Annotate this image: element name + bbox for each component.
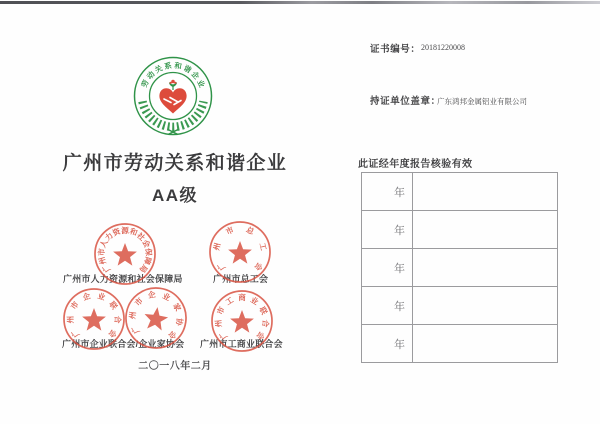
harmonious-labor-emblem	[128, 51, 218, 141]
cert-no-value: 20181220008	[421, 43, 465, 52]
svg-text:资: 资	[111, 226, 122, 238]
annual-table-row	[362, 248, 557, 286]
svg-text:工: 工	[257, 241, 269, 252]
svg-text:业: 业	[96, 291, 107, 303]
certificate-title: 广州市劳动关系和谐企业	[62, 153, 288, 174]
svg-text:局: 局	[137, 262, 150, 275]
svg-text:谐: 谐	[182, 63, 193, 75]
seal-label-industry-commerce: 广州市工商业联合会	[200, 339, 283, 349]
year-cell: 年	[362, 249, 413, 286]
svg-text:市: 市	[215, 305, 227, 317]
blank-record-cell	[413, 211, 557, 248]
svg-text:会: 会	[254, 329, 267, 342]
svg-text:家: 家	[171, 301, 183, 313]
svg-text:力: 力	[103, 230, 115, 243]
svg-text:广: 广	[217, 329, 230, 342]
blank-record-cell	[413, 249, 557, 286]
svg-text:合: 合	[260, 319, 271, 328]
annual-table-row	[362, 286, 557, 324]
certificate-grade: AA级	[151, 186, 199, 205]
svg-text:和: 和	[128, 226, 139, 238]
holder-company-name: 广东鸿邦金属铝业有限公司	[437, 97, 527, 106]
svg-text:障: 障	[142, 255, 153, 266]
svg-text:和: 和	[173, 60, 183, 71]
holder-seal-label: 持证单位盖章：	[370, 96, 441, 107]
svg-text:总: 总	[244, 225, 256, 237]
red-seal-entrepreneur-assoc	[114, 276, 198, 360]
year-cell: 年	[362, 325, 413, 362]
svg-text:州: 州	[127, 311, 138, 320]
red-seal-industry-commerce	[205, 284, 279, 358]
svg-text:业: 业	[248, 295, 261, 307]
issue-date: 二〇一八年二月	[138, 361, 212, 372]
seal-label-trade-union: 广州市总工会	[213, 274, 269, 284]
svg-text:保: 保	[143, 247, 154, 257]
svg-text:广: 广	[129, 324, 142, 336]
svg-text:会: 会	[252, 260, 265, 273]
svg-text:协: 协	[174, 317, 185, 327]
svg-text:市: 市	[68, 299, 81, 312]
red-seal-trade-union	[203, 215, 277, 289]
svg-text:会: 会	[166, 329, 179, 341]
svg-text:联: 联	[107, 299, 120, 312]
annual-table-row	[362, 173, 557, 210]
svg-text:系: 系	[163, 60, 173, 71]
svg-text:广: 广	[100, 262, 113, 275]
svg-text:市: 市	[132, 296, 145, 308]
seal-label-hr-bureau: 广州市人力资源和社会保障局	[63, 274, 183, 284]
svg-text:会: 会	[106, 327, 119, 340]
blank-record-cell	[413, 173, 557, 210]
svg-text:州: 州	[97, 255, 108, 266]
annual-table-row	[362, 210, 557, 248]
svg-text:企: 企	[147, 289, 157, 300]
svg-text:人: 人	[98, 238, 110, 250]
svg-text:源: 源	[121, 226, 129, 235]
year-cell: 年	[362, 173, 413, 210]
blank-record-cell	[413, 287, 557, 324]
svg-text:工: 工	[223, 295, 236, 307]
blank-record-cell	[413, 325, 557, 362]
annual-table-row	[362, 324, 557, 362]
svg-text:州: 州	[65, 315, 76, 324]
seal-label-enterprise-assoc: 广州市企业联合会/企业家协会	[62, 339, 185, 349]
svg-text:社: 社	[135, 230, 147, 243]
scan-edge	[0, 1, 600, 4]
svg-text:业: 业	[195, 78, 207, 89]
svg-text:业: 业	[161, 291, 172, 303]
svg-text:劳: 劳	[139, 78, 151, 89]
svg-text:关: 关	[153, 63, 164, 75]
year-cell: 年	[362, 287, 413, 324]
svg-text:企: 企	[189, 69, 202, 82]
svg-text:动: 动	[144, 69, 157, 82]
svg-text:市: 市	[96, 247, 107, 257]
svg-text:会: 会	[140, 238, 152, 250]
svg-text:州: 州	[213, 319, 224, 328]
svg-text:州: 州	[211, 241, 223, 252]
cert-no-label: 证书编号：	[370, 44, 421, 55]
svg-text:企: 企	[81, 291, 92, 303]
svg-text:市: 市	[224, 225, 236, 237]
svg-text:广: 广	[69, 327, 82, 340]
svg-text:广: 广	[215, 260, 228, 273]
svg-text:合: 合	[112, 315, 123, 324]
annual-verification-table	[361, 172, 558, 363]
year-cell: 年	[362, 211, 413, 248]
annual-verification-note: 此证经年度报告核验有效	[358, 159, 473, 170]
svg-text:联: 联	[257, 305, 269, 317]
svg-text:商: 商	[238, 293, 246, 302]
